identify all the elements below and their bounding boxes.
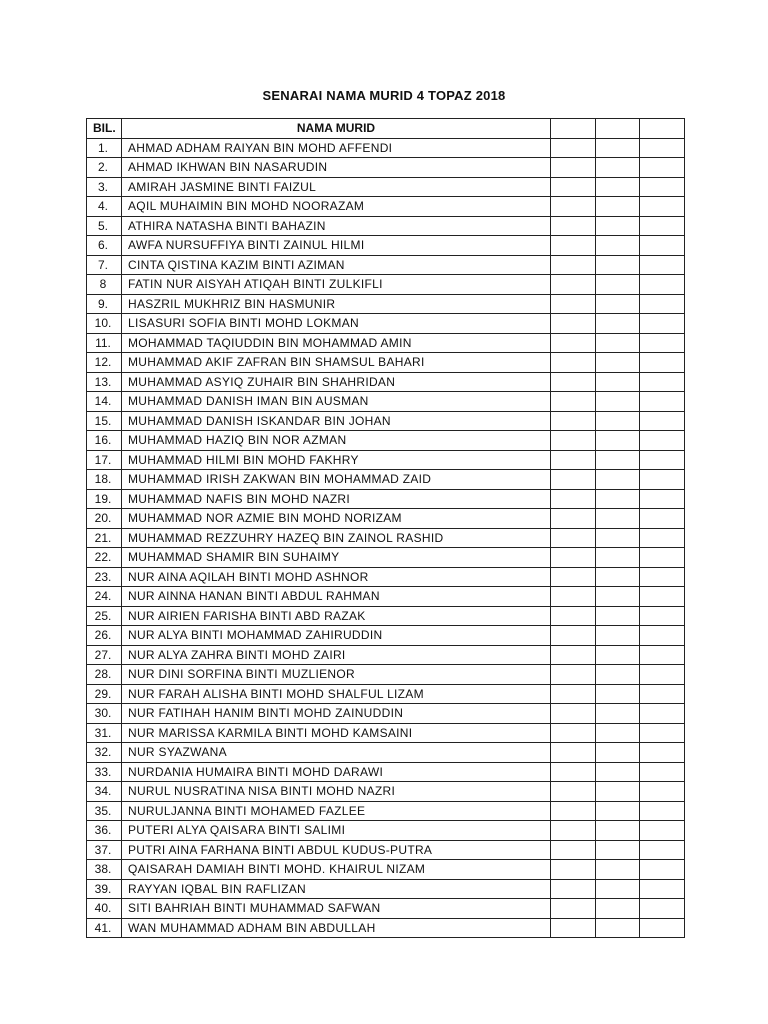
table-row <box>87 645 685 665</box>
blank-cell-2 <box>596 626 640 646</box>
blank-cell-1 <box>551 294 596 314</box>
student-name: HASZRIL MUKHRIZ BIN HASMUNIR <box>122 294 551 314</box>
student-name: AWFA NURSUFFIYA BINTI ZAINUL HILMI <box>122 236 551 256</box>
table-row <box>87 606 685 626</box>
blank-cell-1 <box>551 587 596 607</box>
document-title: SENARAI NAMA MURID 4 TOPAZ 2018 <box>262 88 506 103</box>
blank-cell-3 <box>640 372 685 392</box>
row-number: 17. <box>87 450 122 470</box>
table-row <box>87 879 685 899</box>
student-name: CINTA QISTINA KAZIM BINTI AZIMAN <box>122 255 551 275</box>
student-name: FATIN NUR AISYAH ATIQAH BINTI ZULKIFLI <box>122 275 551 295</box>
blank-cell-3 <box>640 821 685 841</box>
blank-cell-3 <box>640 801 685 821</box>
table-row <box>87 704 685 724</box>
row-number: 23. <box>87 567 122 587</box>
blank-cell-1 <box>551 879 596 899</box>
blank-cell-2 <box>596 918 640 938</box>
blank-cell-1 <box>551 665 596 685</box>
blank-cell-2 <box>596 177 640 197</box>
table-row <box>87 743 685 763</box>
blank-cell-2 <box>596 255 640 275</box>
student-name: RAYYAN IQBAL BIN RAFLIZAN <box>122 879 551 899</box>
row-number: 20. <box>87 509 122 529</box>
student-name: MUHAMMAD ASYIQ ZUHAIR BIN SHAHRIDAN <box>122 372 551 392</box>
blank-cell-1 <box>551 606 596 626</box>
table-row <box>87 509 685 529</box>
blank-cell-2 <box>596 275 640 295</box>
blank-cell-3 <box>640 567 685 587</box>
blank-cell-2 <box>596 645 640 665</box>
blank-cell-1 <box>551 567 596 587</box>
row-number: 37. <box>87 840 122 860</box>
blank-cell-3 <box>640 509 685 529</box>
blank-cell-3 <box>640 197 685 217</box>
blank-cell-3 <box>640 626 685 646</box>
table-row <box>87 548 685 568</box>
blank-cell-3 <box>640 353 685 373</box>
table-row <box>87 411 685 431</box>
header-bil: BIL. <box>87 119 122 139</box>
blank-cell-1 <box>551 684 596 704</box>
blank-cell-3 <box>640 899 685 919</box>
table-row <box>87 197 685 217</box>
blank-cell-1 <box>551 782 596 802</box>
blank-cell-1 <box>551 918 596 938</box>
blank-cell-1 <box>551 762 596 782</box>
blank-cell-3 <box>640 158 685 178</box>
row-number: 35. <box>87 801 122 821</box>
student-name: WAN MUHAMMAD ADHAM BIN ABDULLAH <box>122 918 551 938</box>
blank-cell-1 <box>551 450 596 470</box>
row-number: 40. <box>87 899 122 919</box>
blank-cell-3 <box>640 860 685 880</box>
student-name: MUHAMMAD NOR AZMIE BIN MOHD NORIZAM <box>122 509 551 529</box>
row-number: 25. <box>87 606 122 626</box>
student-name: AHMAD ADHAM RAIYAN BIN MOHD AFFENDI <box>122 138 551 158</box>
table-row <box>87 762 685 782</box>
row-number: 10. <box>87 314 122 334</box>
table-row <box>87 216 685 236</box>
blank-cell-2 <box>596 567 640 587</box>
table-row <box>87 684 685 704</box>
student-name: NURUL NUSRATINA NISA BINTI MOHD NAZRI <box>122 782 551 802</box>
blank-cell-2 <box>596 294 640 314</box>
table-row <box>87 528 685 548</box>
student-name: MUHAMMAD NAFIS BIN MOHD NAZRI <box>122 489 551 509</box>
blank-cell-1 <box>551 392 596 412</box>
blank-cell-2 <box>596 431 640 451</box>
blank-cell-3 <box>640 840 685 860</box>
row-number: 34. <box>87 782 122 802</box>
row-number: 5. <box>87 216 122 236</box>
blank-cell-2 <box>596 411 640 431</box>
blank-cell-2 <box>596 684 640 704</box>
blank-cell-1 <box>551 470 596 490</box>
blank-cell-3 <box>640 236 685 256</box>
blank-cell-3 <box>640 255 685 275</box>
header-blank-1 <box>551 119 596 139</box>
blank-cell-2 <box>596 743 640 763</box>
blank-cell-2 <box>596 138 640 158</box>
blank-cell-2 <box>596 197 640 217</box>
blank-cell-1 <box>551 372 596 392</box>
student-name: AHMAD IKHWAN BIN NASARUDIN <box>122 158 551 178</box>
blank-cell-2 <box>596 860 640 880</box>
blank-cell-1 <box>551 645 596 665</box>
student-name: NUR AIRIEN FARISHA BINTI ABD RAZAK <box>122 606 551 626</box>
student-name: NUR AINA AQILAH BINTI MOHD ASHNOR <box>122 567 551 587</box>
blank-cell-2 <box>596 801 640 821</box>
student-name: AMIRAH JASMINE BINTI FAIZUL <box>122 177 551 197</box>
blank-cell-3 <box>640 879 685 899</box>
student-name: MUHAMMAD HILMI BIN MOHD FAKHRY <box>122 450 551 470</box>
blank-cell-2 <box>596 489 640 509</box>
blank-cell-2 <box>596 606 640 626</box>
student-name: PUTERI ALYA QAISARA BINTI SALIMI <box>122 821 551 841</box>
blank-cell-3 <box>640 548 685 568</box>
student-name: SITI BAHRIAH BINTI MUHAMMAD SAFWAN <box>122 899 551 919</box>
student-name: QAISARAH DAMIAH BINTI MOHD. KHAIRUL NIZAM <box>122 860 551 880</box>
row-number: 27. <box>87 645 122 665</box>
table-row <box>87 899 685 919</box>
row-number: 6. <box>87 236 122 256</box>
row-number: 15. <box>87 411 122 431</box>
table-row <box>87 470 685 490</box>
blank-cell-3 <box>640 333 685 353</box>
table-row <box>87 138 685 158</box>
blank-cell-2 <box>596 216 640 236</box>
blank-cell-2 <box>596 723 640 743</box>
table-row <box>87 723 685 743</box>
table-row <box>87 782 685 802</box>
row-number: 13. <box>87 372 122 392</box>
blank-cell-2 <box>596 450 640 470</box>
blank-cell-3 <box>640 177 685 197</box>
blank-cell-1 <box>551 158 596 178</box>
blank-cell-3 <box>640 665 685 685</box>
row-number: 36. <box>87 821 122 841</box>
row-number: 4. <box>87 197 122 217</box>
blank-cell-1 <box>551 255 596 275</box>
blank-cell-1 <box>551 431 596 451</box>
header-blank-3 <box>640 119 685 139</box>
table-row <box>87 567 685 587</box>
row-number: 41. <box>87 918 122 938</box>
row-number: 14. <box>87 392 122 412</box>
table-row <box>87 587 685 607</box>
blank-cell-1 <box>551 821 596 841</box>
student-name: NURULJANNA BINTI MOHAMED FAZLEE <box>122 801 551 821</box>
blank-cell-3 <box>640 723 685 743</box>
blank-cell-1 <box>551 411 596 431</box>
blank-cell-2 <box>596 587 640 607</box>
table-row <box>87 333 685 353</box>
student-name: NUR AINNA HANAN BINTI ABDUL RAHMAN <box>122 587 551 607</box>
blank-cell-3 <box>640 762 685 782</box>
blank-cell-3 <box>640 411 685 431</box>
table-row <box>87 489 685 509</box>
table-row <box>87 294 685 314</box>
student-name: MUHAMMAD DANISH IMAN BIN AUSMAN <box>122 392 551 412</box>
row-number: 33. <box>87 762 122 782</box>
row-number: 24. <box>87 587 122 607</box>
table-row <box>87 372 685 392</box>
student-name: MUHAMMAD DANISH ISKANDAR BIN JOHAN <box>122 411 551 431</box>
student-name: MOHAMMAD TAQIUDDIN BIN MOHAMMAD AMIN <box>122 333 551 353</box>
blank-cell-3 <box>640 918 685 938</box>
blank-cell-3 <box>640 587 685 607</box>
student-name: NUR ALYA ZAHRA BINTI MOHD ZAIRI <box>122 645 551 665</box>
blank-cell-3 <box>640 431 685 451</box>
blank-cell-1 <box>551 548 596 568</box>
blank-cell-1 <box>551 236 596 256</box>
blank-cell-1 <box>551 723 596 743</box>
table-row <box>87 665 685 685</box>
blank-cell-2 <box>596 333 640 353</box>
blank-cell-1 <box>551 275 596 295</box>
blank-cell-3 <box>640 392 685 412</box>
student-name: LISASURI SOFIA BINTI MOHD LOKMAN <box>122 314 551 334</box>
blank-cell-2 <box>596 899 640 919</box>
student-name: MUHAMMAD SHAMIR BIN SUHAIMY <box>122 548 551 568</box>
blank-cell-2 <box>596 528 640 548</box>
student-name: AQIL MUHAIMIN BIN MOHD NOORAZAM <box>122 197 551 217</box>
table-row <box>87 801 685 821</box>
blank-cell-2 <box>596 392 640 412</box>
blank-cell-2 <box>596 548 640 568</box>
blank-cell-1 <box>551 743 596 763</box>
row-number: 9. <box>87 294 122 314</box>
student-name: NUR FARAH ALISHA BINTI MOHD SHALFUL LIZAM <box>122 684 551 704</box>
blank-cell-2 <box>596 762 640 782</box>
blank-cell-1 <box>551 840 596 860</box>
blank-cell-3 <box>640 138 685 158</box>
blank-cell-1 <box>551 801 596 821</box>
table-row <box>87 392 685 412</box>
row-number: 2. <box>87 158 122 178</box>
student-name: MUHAMMAD HAZIQ BIN NOR AZMAN <box>122 431 551 451</box>
blank-cell-1 <box>551 509 596 529</box>
row-number: 19. <box>87 489 122 509</box>
row-number: 31. <box>87 723 122 743</box>
blank-cell-2 <box>596 840 640 860</box>
blank-cell-2 <box>596 470 640 490</box>
blank-cell-3 <box>640 645 685 665</box>
row-number: 26. <box>87 626 122 646</box>
blank-cell-2 <box>596 509 640 529</box>
blank-cell-1 <box>551 899 596 919</box>
table-row <box>87 275 685 295</box>
blank-cell-3 <box>640 489 685 509</box>
table-header-row <box>87 119 685 139</box>
row-number: 30. <box>87 704 122 724</box>
blank-cell-1 <box>551 333 596 353</box>
table-row <box>87 918 685 938</box>
blank-cell-2 <box>596 353 640 373</box>
student-name: NURDANIA HUMAIRA BINTI MOHD DARAWI <box>122 762 551 782</box>
blank-cell-1 <box>551 138 596 158</box>
blank-cell-2 <box>596 665 640 685</box>
blank-cell-2 <box>596 236 640 256</box>
row-number: 3. <box>87 177 122 197</box>
blank-cell-1 <box>551 314 596 334</box>
blank-cell-1 <box>551 626 596 646</box>
row-number: 1. <box>87 138 122 158</box>
table-row <box>87 626 685 646</box>
blank-cell-1 <box>551 860 596 880</box>
blank-cell-3 <box>640 216 685 236</box>
blank-cell-2 <box>596 879 640 899</box>
blank-cell-1 <box>551 216 596 236</box>
student-name: MUHAMMAD AKIF ZAFRAN BIN SHAMSUL BAHARI <box>122 353 551 373</box>
student-name: ATHIRA NATASHA BINTI BAHAZIN <box>122 216 551 236</box>
row-number: 29. <box>87 684 122 704</box>
blank-cell-3 <box>640 470 685 490</box>
blank-cell-1 <box>551 177 596 197</box>
blank-cell-3 <box>640 294 685 314</box>
table-row <box>87 450 685 470</box>
row-number: 11. <box>87 333 122 353</box>
blank-cell-3 <box>640 606 685 626</box>
table-body <box>87 138 685 938</box>
blank-cell-2 <box>596 314 640 334</box>
blank-cell-3 <box>640 314 685 334</box>
blank-cell-1 <box>551 353 596 373</box>
student-name: NUR DINI SORFINA BINTI MUZLIENOR <box>122 665 551 685</box>
student-name: NUR MARISSA KARMILA BINTI MOHD KAMSAINI <box>122 723 551 743</box>
blank-cell-2 <box>596 158 640 178</box>
student-name: MUHAMMAD IRISH ZAKWAN BIN MOHAMMAD ZAID <box>122 470 551 490</box>
blank-cell-3 <box>640 528 685 548</box>
table-row <box>87 431 685 451</box>
blank-cell-3 <box>640 743 685 763</box>
table-row <box>87 158 685 178</box>
row-number: 21. <box>87 528 122 548</box>
row-number: 8 <box>87 275 122 295</box>
row-number: 38. <box>87 860 122 880</box>
student-name: NUR SYAZWANA <box>122 743 551 763</box>
table-row <box>87 314 685 334</box>
blank-cell-3 <box>640 275 685 295</box>
header-nama-murid: NAMA MURID <box>122 119 551 139</box>
row-number: 39. <box>87 879 122 899</box>
student-name: NUR FATIHAH HANIM BINTI MOHD ZAINUDDIN <box>122 704 551 724</box>
table-row <box>87 353 685 373</box>
row-number: 7. <box>87 255 122 275</box>
header-blank-2 <box>596 119 640 139</box>
row-number: 16. <box>87 431 122 451</box>
student-name: MUHAMMAD REZZUHRY HAZEQ BIN ZAINOL RASHID <box>122 528 551 548</box>
blank-cell-1 <box>551 489 596 509</box>
student-name: NUR ALYA BINTI MOHAMMAD ZAHIRUDDIN <box>122 626 551 646</box>
blank-cell-3 <box>640 782 685 802</box>
table-row <box>87 177 685 197</box>
blank-cell-1 <box>551 197 596 217</box>
row-number: 28. <box>87 665 122 685</box>
student-list-table <box>86 118 685 938</box>
blank-cell-3 <box>640 704 685 724</box>
blank-cell-2 <box>596 704 640 724</box>
blank-cell-1 <box>551 528 596 548</box>
table-row <box>87 860 685 880</box>
blank-cell-2 <box>596 821 640 841</box>
table-row <box>87 236 685 256</box>
row-number: 32. <box>87 743 122 763</box>
row-number: 12. <box>87 353 122 373</box>
row-number: 22. <box>87 548 122 568</box>
blank-cell-3 <box>640 684 685 704</box>
table-row <box>87 821 685 841</box>
blank-cell-3 <box>640 450 685 470</box>
blank-cell-2 <box>596 372 640 392</box>
table-row <box>87 840 685 860</box>
blank-cell-2 <box>596 782 640 802</box>
row-number: 18. <box>87 470 122 490</box>
student-name: PUTRI AINA FARHANA BINTI ABDUL KUDUS-PUTRA <box>122 840 551 860</box>
table-row <box>87 255 685 275</box>
blank-cell-1 <box>551 704 596 724</box>
